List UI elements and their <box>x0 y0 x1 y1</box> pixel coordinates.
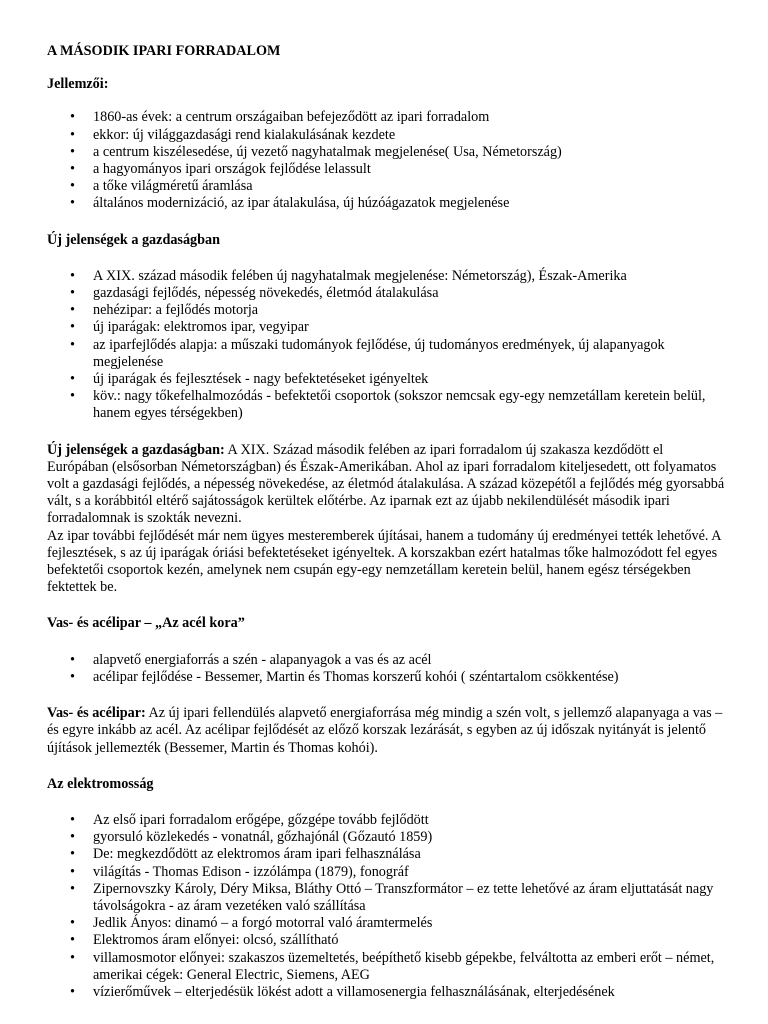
bullet-icon: • <box>70 880 75 897</box>
list-item: • De: megkezdődött az elektromos áram ipari felhasználása <box>70 846 421 863</box>
bullet-icon: • <box>70 915 75 932</box>
bullet-icon: • <box>70 651 75 668</box>
bullet-icon: • <box>70 267 75 284</box>
list-item: • 1860-as évek: a centrum országaiban befejeződött az ipari forradalom <box>70 109 490 126</box>
bullet-list-uj-jelensegek <box>47 268 727 423</box>
page-title: A MÁSODIK IPARI FORRADALOM <box>47 43 281 59</box>
bullet-icon: • <box>70 195 75 212</box>
bullet-icon: • <box>70 336 75 353</box>
section-heading-vas-acel: Vas- és acélipar – „Az acél kora” <box>47 615 245 632</box>
bullet-icon: • <box>70 829 75 846</box>
bullet-icon: • <box>70 811 75 828</box>
bullet-icon: • <box>70 371 75 388</box>
bullet-list-elektromossag <box>47 812 727 1001</box>
bullet-list-jellemzoi <box>47 109 727 212</box>
paragraph-uj-jelensegek <box>47 442 727 528</box>
bullet-icon: • <box>70 126 75 143</box>
list-item: • ekkor: új világgazdasági rend kialakulásának kezdete <box>70 126 396 143</box>
list-item: • alapvető energiaforrás a szén - alapanyagok a vas és az acél <box>70 651 432 668</box>
list-item: • a tőke világméretű áramlása <box>70 178 253 195</box>
list-item: • vízierőművek – elterjedésük lökést adott a villamosenergia felhasználásának, elterjedésének <box>70 983 615 1000</box>
list-item: • új iparágak: elektromos ipar, vegyipar <box>70 319 309 336</box>
list-item: • A XIX. század második felében új nagyhatalmak megjelenése: Németország), Észak-Amerika <box>70 267 627 284</box>
bullet-icon: • <box>70 863 75 880</box>
list-item: • a hagyományos ipari országok fejlődése lelassult <box>70 161 371 178</box>
list-item: • Zipernovszky Károly, Déry Miksa, Bláthy Ottó – Transzformátor – ez tette lehetővé az áram eljuttatását nagy távolságokra - az áram vezetéken való szállítása <box>70 880 714 914</box>
bullet-icon: • <box>70 302 75 319</box>
list-item: • gazdasági fejlődés, népesség növekedés, életmód átalakulása <box>70 285 439 302</box>
bullet-icon: • <box>70 161 75 178</box>
list-item: • Elektromos áram előnyei: olcsó, szállítható <box>70 932 339 949</box>
list-item: • a centrum kiszélesedése, új vezető nagyhatalmak megjelenése( Usa, Németország) <box>70 143 562 160</box>
bullet-icon: • <box>70 846 75 863</box>
list-item: • Jedlik Ányos: dinamó – a forgó motorral való áramtermelés <box>70 915 433 932</box>
bullet-icon: • <box>70 109 75 126</box>
list-item: • acélipar fejlődése - Bessemer, Martin és Thomas korszerű kohói ( széntartalom csökkentése) <box>70 668 619 685</box>
bullet-icon: • <box>70 285 75 302</box>
paragraph-ipar-fejlodes: Az ipar további fejlődését már nem ügyes mesteremberek újításai, hanem a tudomány új eredményei tették lehetővé. A fejlesztések, s az új iparágak óriási befektetéseket igényeltek. A korszakban ezért hatalmas tőke halmozódott fel egyes befektetői csoportok kezén, amelynek nem csupán egy-egy nemzetállam keretein belül, hanem egész térségekben fektettek be. <box>47 527 721 596</box>
list-item: • gyorsuló közlekedés - vonatnál, gőzhajónál (Gőzautó 1859) <box>70 829 433 846</box>
bullet-icon: • <box>70 668 75 685</box>
section-heading-uj-jelensegek: Új jelenségek a gazdaságban <box>47 231 221 248</box>
paragraph-text: Az új ipari fellendülés alapvető energiaforrása még mindig a szén volt, s jellemző alapanyaga a vas – és egyre inkább az acél. Az acélipar fejlődését az előző korszak lezárását, s egyben az új időszak nyitányát is jelentő újítások jellemezték (Bessemer, Martin és Thomas kohói). <box>47 705 723 756</box>
bullet-icon: • <box>70 178 75 195</box>
bullet-icon: • <box>70 319 75 336</box>
bullet-icon: • <box>70 932 75 949</box>
bullet-list-vas-acel <box>47 652 727 686</box>
bullet-icon: • <box>70 983 75 1000</box>
list-item: • világítás - Thomas Edison - izzólámpa (1879), fonográf <box>70 863 409 880</box>
document-page <box>47 36 727 1001</box>
list-item: • köv.: nagy tőkefelhalmozódás - befektetői csoportok (sokszor nemcsak egy-egy nemzetállam keretein belül, hanem egyes térségekben) <box>70 388 706 422</box>
list-item: • Az első ipari forradalom erőgépe, gőzgépe tovább fejlődött <box>70 811 429 828</box>
bullet-icon: • <box>70 388 75 405</box>
list-item: • az iparfejlődés alapja: a műszaki tudományok fejlődése, új tudományos eredmények, új alapanyagok megjelenése <box>70 336 665 370</box>
paragraph-lead: Vas- és acélipar: <box>47 705 146 722</box>
section-heading-jellemzoi: Jellemzői: <box>47 76 109 93</box>
bullet-icon: • <box>70 143 75 160</box>
list-item: • általános modernizáció, az ipar átalakulása, új húzóágazatok megjelenése <box>70 195 510 212</box>
section-heading-elektromossag: Az elektromosság <box>47 775 154 792</box>
bullet-icon: • <box>70 949 75 966</box>
paragraph-lead: Új jelenségek a gazdaságban: <box>47 441 225 458</box>
list-item: • nehézipar: a fejlődés motorja <box>70 302 259 319</box>
paragraph-text: A XIX. Század második felében az ipari forradalom új szakasza kezdődött el Európában (elsősorban Németországban) és Észak-Amerikában. Ahol az ipari forradalom kiteljesedett, ott folyamatos volt a gazdasági fejlődés, a népesség növekedése, az életmód átalakulása. A század közepétől a fejlődés még gyorsabbá vált, s a korábbitól eltérő sajátosságok kerültek előtérbe. Az iparnak ezt az újabb nekilendülését második ipari forradalomnak is szokták nevezni. <box>47 441 725 527</box>
list-item: • villamosmotor előnyei: szakaszos üzemeltetés, beépíthető kisebb gépekbe, felváltotta az emberi erőt – német, amerikai cégek: General Electric, Siemens, AEG <box>70 949 715 983</box>
list-item: • új iparágak és fejlesztések - nagy befektetéseket igényeltek <box>70 371 429 388</box>
paragraph-vas-acel <box>47 705 727 757</box>
